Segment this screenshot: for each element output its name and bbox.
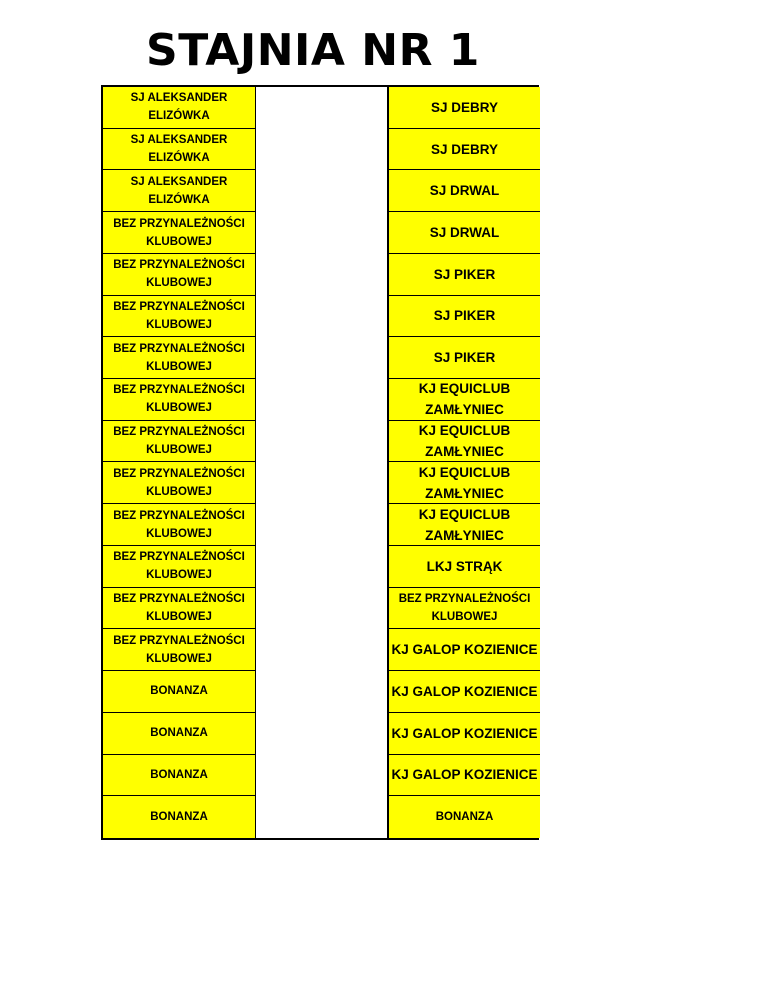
right-stall-cell-label: KJ GALOP KOZIENICE [391, 767, 538, 783]
left-stall-cell-label: BEZ PRZYNALEŻNOŚCI KLUBOWEJ [113, 342, 245, 373]
left-stall-cell-label: SJ ALEKSANDER ELIZÓWKA [130, 134, 228, 165]
right-stall-cell [389, 671, 540, 713]
right-stall-cell [389, 629, 540, 671]
right-stall-cell [389, 87, 540, 129]
right-stall-cell-label: KJ EQUICLUB ZAMŁYNIEC [418, 423, 511, 460]
right-stall-cell [389, 212, 540, 254]
left-stall-cell-label: BEZ PRZYNALEŻNOŚCI KLUBOWEJ [113, 634, 245, 665]
left-stall-cell [103, 629, 255, 671]
left-stall-cell [103, 337, 255, 379]
left-stall-cell-label: BEZ PRZYNALEŻNOŚCI KLUBOWEJ [113, 217, 245, 248]
left-stall-cell-label: BEZ PRZYNALEŻNOŚCI KLUBOWEJ [113, 509, 245, 540]
right-column [387, 87, 540, 838]
left-column [103, 87, 256, 838]
left-stall-cell-label: BEZ PRZYNALEŻNOŚCI KLUBOWEJ [113, 551, 245, 582]
right-stall-cell-label: SJ PIKER [433, 350, 496, 366]
left-stall-cell [103, 254, 255, 296]
right-stall-cell [389, 796, 540, 838]
left-stall-cell [103, 462, 255, 504]
right-stall-cell-label: SJ DEBRY [430, 99, 499, 115]
left-stall-cell [103, 129, 255, 171]
right-stall-cell [389, 254, 540, 296]
left-stall-cell [103, 379, 255, 421]
left-stall-cell-label: BEZ PRZYNALEŻNOŚCI KLUBOWEJ [113, 592, 245, 623]
page-title: STAJNIA NR 1 [146, 25, 480, 76]
right-stall-cell-label: KJ GALOP KOZIENICE [391, 725, 538, 741]
left-stall-cell-label: BONANZA [150, 768, 208, 781]
stable-table [101, 85, 539, 840]
right-stall-cell-label: KJ GALOP KOZIENICE [391, 683, 538, 699]
right-stall-cell [389, 421, 540, 463]
right-stall-cell [389, 379, 540, 421]
left-stall-cell [103, 796, 255, 838]
left-stall-cell [103, 421, 255, 463]
right-stall-cell-label: KJ EQUICLUB ZAMŁYNIEC [418, 464, 511, 501]
right-stall-cell-label: SJ PIKER [433, 266, 496, 282]
left-stall-cell-label: BEZ PRZYNALEŻNOŚCI KLUBOWEJ [113, 467, 245, 498]
left-stall-cell-label: BEZ PRZYNALEŻNOŚCI KLUBOWEJ [113, 426, 245, 457]
left-stall-cell [103, 546, 255, 588]
right-stall-cell [389, 337, 540, 379]
left-stall-cell [103, 755, 255, 797]
right-stall-cell [389, 296, 540, 338]
right-stall-cell [389, 713, 540, 755]
right-stall-cell-label: SJ DEBRY [430, 141, 499, 157]
right-stall-cell [389, 546, 540, 588]
right-stall-cell-label: BEZ PRZYNALEŻNOŚCI KLUBOWEJ [398, 592, 531, 623]
left-stall-cell [103, 504, 255, 546]
right-stall-cell-label: KJ EQUICLUB ZAMŁYNIEC [418, 506, 511, 543]
left-stall-cell-label: BEZ PRZYNALEŻNOŚCI KLUBOWEJ [113, 300, 245, 331]
left-stall-cell-label: SJ ALEKSANDER ELIZÓWKA [130, 175, 228, 206]
right-stall-cell [389, 170, 540, 212]
left-stall-cell-label: BEZ PRZYNALEŻNOŚCI KLUBOWEJ [113, 384, 245, 415]
right-stall-cell-label: KJ GALOP KOZIENICE [391, 642, 538, 658]
left-stall-cell [103, 713, 255, 755]
right-stall-cell-label: SJ PIKER [433, 308, 496, 324]
left-stall-cell-label: BONANZA [150, 811, 208, 824]
left-stall-cell-label: SJ ALEKSANDER ELIZÓWKA [130, 92, 228, 123]
left-stall-cell [103, 212, 255, 254]
right-stall-cell [389, 462, 540, 504]
left-stall-cell [103, 87, 255, 129]
right-stall-cell-label: LKJ STRĄK [426, 558, 503, 574]
left-stall-cell-label: BONANZA [150, 685, 208, 698]
right-stall-cell-label: SJ DRWAL [429, 183, 500, 199]
left-stall-cell [103, 296, 255, 338]
left-stall-cell [103, 588, 255, 630]
right-stall-cell-label: SJ DRWAL [429, 225, 500, 241]
left-stall-cell-label: BEZ PRZYNALEŻNOŚCI KLUBOWEJ [113, 259, 245, 290]
right-stall-cell [389, 129, 540, 171]
left-stall-cell-label: BONANZA [150, 727, 208, 740]
right-stall-cell [389, 588, 540, 630]
left-stall-cell [103, 170, 255, 212]
right-stall-cell-label: BONANZA [435, 811, 494, 824]
right-stall-cell [389, 755, 540, 797]
left-stall-cell [103, 671, 255, 713]
right-stall-cell [389, 504, 540, 546]
right-stall-cell-label: KJ EQUICLUB ZAMŁYNIEC [418, 381, 511, 418]
